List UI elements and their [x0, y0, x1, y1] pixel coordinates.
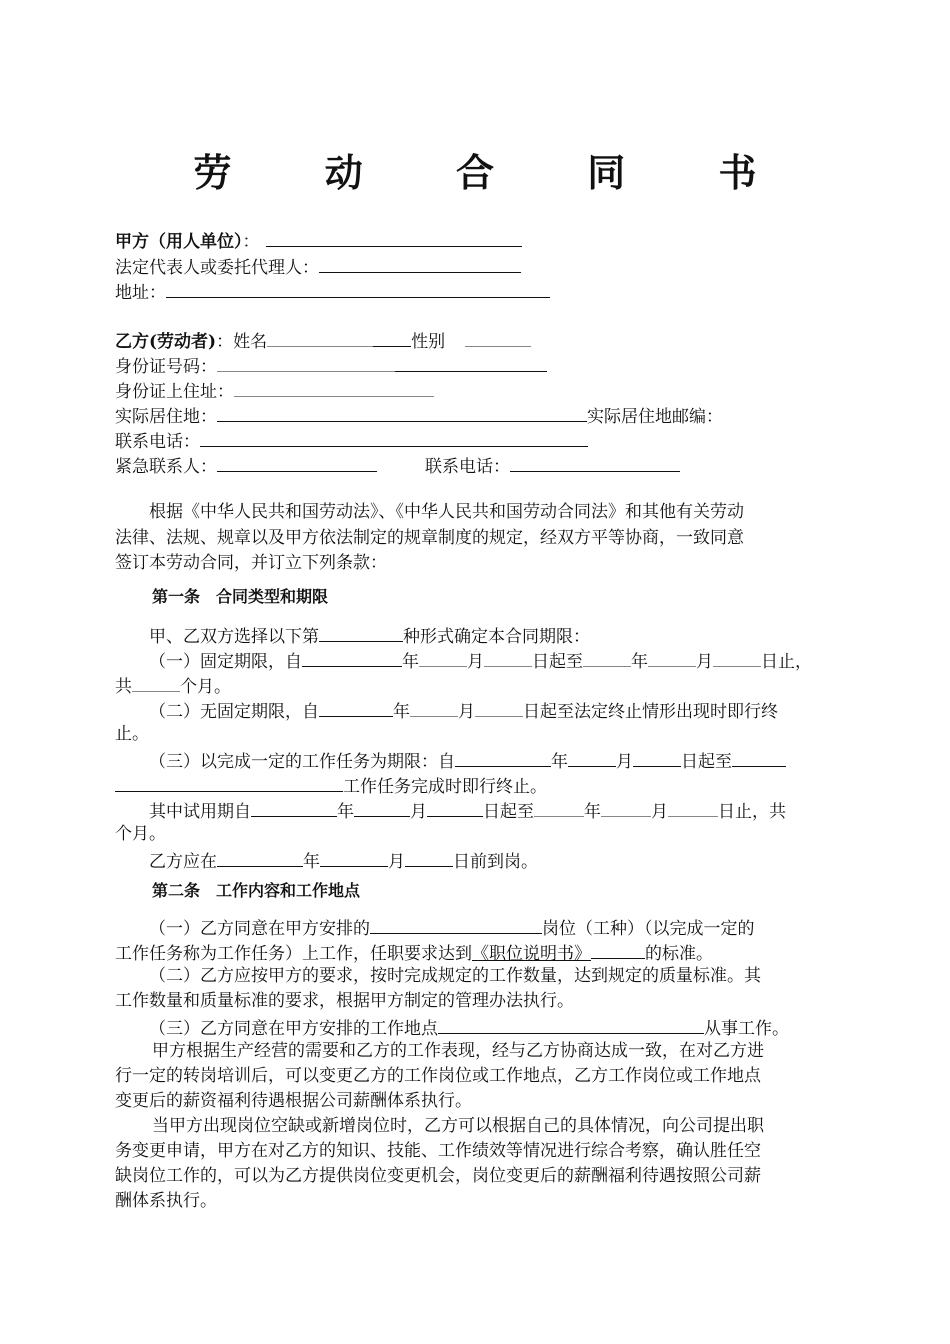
- p1-text-c: 工作任务称为工作任务）上工作，任职要求达到: [115, 944, 472, 964]
- party-b-id-line: [115, 354, 547, 377]
- year-label: 年: [551, 752, 568, 772]
- party-b-emergency-line: [115, 454, 680, 477]
- article-2-p5-line-4: 酬体系执行。: [115, 1191, 217, 1211]
- p1-text-b: 岗位（工种）（以完成一定的: [542, 919, 755, 939]
- party-b-residence-label: 实际居住地：: [115, 407, 217, 427]
- job-description-field[interactable]: [591, 941, 645, 959]
- day-from-label: 日起至: [532, 652, 583, 672]
- month-label: 月: [410, 802, 427, 822]
- task-description-field[interactable]: [732, 749, 786, 767]
- fixed-start-month-field[interactable]: [419, 649, 467, 667]
- open-term-text: 日起至法定终止情形出现时即行终: [523, 702, 778, 722]
- p3-text-b: 从事工作。: [704, 1019, 789, 1039]
- task-start-year-field[interactable]: [455, 749, 551, 767]
- report-label: 乙方应在: [149, 852, 217, 872]
- task-term-end-text: 工作任务完成时即行终止。: [343, 777, 547, 797]
- preamble-line-3: 签订本劳动合同，并订立下列条款：: [115, 553, 387, 573]
- article-2-p4-line-1: 甲方根据生产经营的需要和乙方的工作表现，经与乙方协商达成一致，在对乙方进: [152, 1041, 764, 1061]
- choose-text-b: 种形式确定本合同期限：: [403, 627, 590, 647]
- job-description-link: 《职位说明书》: [472, 944, 591, 964]
- party-b-postcode-label: 实际居住地邮编：: [587, 407, 723, 427]
- party-b-emergency-phone-label: 联系电话：: [425, 457, 510, 477]
- task-description-field-ext[interactable]: [115, 774, 343, 792]
- article-2-p5-line-3: 缺岗位工作的，可以为乙方提供岗位变更机会，岗位变更后的薪酬福利待遇按照公司薪: [115, 1166, 761, 1186]
- party-b-name-label: ：姓名: [216, 332, 268, 352]
- party-b-id-address-line: [115, 379, 434, 402]
- fixed-end-month-field[interactable]: [648, 649, 696, 667]
- party-a-label: 甲方（用人单位）: [115, 232, 243, 252]
- party-b-phone-line: [115, 429, 588, 452]
- year-label: 年: [631, 652, 648, 672]
- preamble-line-1: 根据《中华人民共和国劳动法》、《中华人民共和国劳动合同法》和其他有关劳动: [149, 502, 744, 522]
- day-to-label: 日止，: [761, 652, 812, 672]
- preamble-line-2: 法律、法规、规章以及甲方依法制定的规章制度的规定，经双方平等协商，一致同意: [115, 528, 744, 548]
- task-start-day-field[interactable]: [633, 749, 681, 767]
- month-label: 月: [388, 852, 405, 872]
- article-2-p4-line-3: 变更后的薪资福利待遇根据公司薪酬体系执行。: [115, 1091, 472, 1111]
- fixed-total-months-field[interactable]: [132, 674, 180, 692]
- article-2-p2-line-2: 工作数量和质量标准的要求，根据甲方制定的管理办法执行。: [115, 991, 574, 1011]
- trial-start-month-field[interactable]: [354, 799, 410, 817]
- report-day-field[interactable]: [405, 849, 453, 867]
- party-a-name-field[interactable]: [266, 229, 522, 247]
- article-1-choose-line: [149, 624, 590, 647]
- article-2-p2-line-1: （二）乙方应按甲方的要求，按时完成规定的工作数量，达到规定的质量标准。其: [149, 966, 761, 986]
- party-a-colon: ：: [242, 232, 260, 252]
- position-field[interactable]: [370, 916, 542, 934]
- party-b-id-address-field[interactable]: [234, 379, 434, 397]
- fixed-end-year-field[interactable]: [583, 649, 631, 667]
- open-start-day-field[interactable]: [475, 699, 523, 717]
- trial-end-day-field[interactable]: [668, 799, 718, 817]
- trial-end-label: 日止，共: [718, 802, 786, 822]
- article-2-p1-line-2: [115, 941, 713, 964]
- task-term-label: （三）以完成一定的工作任务为期限：自: [149, 752, 455, 772]
- party-b-residence-line: [115, 404, 723, 427]
- party-b-id-field[interactable]: [217, 354, 395, 372]
- fixed-start-year-field[interactable]: [302, 649, 402, 667]
- report-month-field[interactable]: [320, 849, 388, 867]
- party-b-id-field-ext[interactable]: [395, 354, 547, 372]
- article-1-heading: 第一条 合同类型和期限: [152, 587, 329, 606]
- p1-text-a: （一）乙方同意在甲方安排的: [149, 919, 370, 939]
- party-a-address-line: [115, 280, 550, 303]
- day-from-label: 日起至: [483, 802, 534, 822]
- trial-period-line: [149, 799, 786, 822]
- fixed-total-line: [115, 674, 231, 697]
- party-b-id-address-label: 身份证上住址：: [115, 382, 234, 402]
- trial-total-line: 个月。: [115, 824, 166, 844]
- party-b-emergency-field[interactable]: [217, 454, 377, 472]
- year-label: 年: [393, 702, 410, 722]
- party-a-rep-line: [115, 255, 521, 278]
- month-label: 月: [616, 752, 633, 772]
- party-a-address-label: 地址：: [115, 283, 166, 303]
- article-2-p4-line-2: 行一定的转岗培训后，可以变更乙方的工作岗位或工作地点，乙方工作岗位或工作地点: [115, 1066, 761, 1086]
- open-start-year-field[interactable]: [319, 699, 393, 717]
- trial-end-month-field[interactable]: [601, 799, 651, 817]
- party-b-gender-label: 性别: [411, 332, 446, 352]
- article-2-p3-line: [149, 1016, 789, 1039]
- trial-start-day-field[interactable]: [427, 799, 483, 817]
- fixed-start-day-field[interactable]: [484, 649, 532, 667]
- party-b-residence-field[interactable]: [217, 404, 587, 422]
- party-b-line: [115, 329, 531, 352]
- month-label: 月: [467, 652, 484, 672]
- fixed-term-line: [149, 649, 812, 672]
- task-term-line: [149, 749, 786, 772]
- party-b-id-label: 身份证号码：: [115, 357, 217, 377]
- party-b-label: 乙方(劳动者): [115, 332, 217, 352]
- open-start-month-field[interactable]: [410, 699, 458, 717]
- party-b-emergency-label: 紧急联系人：: [115, 457, 217, 477]
- year-label: 年: [303, 852, 320, 872]
- page-title: 劳 动 合 同 书: [193, 151, 797, 195]
- task-term-end-line: [115, 774, 547, 797]
- contract-type-field[interactable]: [319, 624, 403, 642]
- party-a-rep-field[interactable]: [319, 255, 521, 273]
- year-label: 年: [402, 652, 419, 672]
- party-b-phone-label: 联系电话：: [115, 432, 200, 452]
- open-term-label: （二）无固定期限，自: [149, 702, 319, 722]
- total-label-a: 共: [115, 677, 132, 697]
- trial-label: 其中试用期自: [149, 802, 251, 822]
- trial-start-year-field[interactable]: [251, 799, 337, 817]
- p3-text-a: （三）乙方同意在甲方安排的工作地点: [149, 1019, 438, 1039]
- day-from-label: 日起至: [681, 752, 732, 772]
- article-2-p5-line-2: 务变更申请，甲方在对乙方的知识、技能、工作绩效等情况进行综合考察，确认胜任空: [115, 1141, 761, 1161]
- open-term-end-line: 止。: [115, 724, 149, 744]
- article-2-p1-line-1: [149, 916, 755, 939]
- fixed-end-day-field[interactable]: [713, 649, 761, 667]
- party-b-gender-field[interactable]: [465, 329, 531, 347]
- trial-end-year-field[interactable]: [534, 799, 584, 817]
- open-term-line: [149, 699, 778, 722]
- party-b-emergency-phone-field[interactable]: [510, 454, 680, 472]
- party-a-line: [115, 229, 522, 252]
- fixed-term-label: （一）固定期限，自: [149, 652, 302, 672]
- report-end-label: 日前到岗。: [453, 852, 538, 872]
- total-label-b: 个月。: [180, 677, 231, 697]
- month-label: 月: [651, 802, 668, 822]
- article-2-heading: 第二条 工作内容和工作地点: [152, 881, 361, 900]
- work-location-field[interactable]: [438, 1016, 704, 1034]
- report-date-line: [149, 849, 538, 872]
- task-start-month-field[interactable]: [568, 749, 616, 767]
- party-a-rep-label: 法定代表人或委托代理人：: [115, 258, 319, 278]
- month-label: 月: [696, 652, 713, 672]
- p1-text-e: 的标准。: [645, 944, 713, 964]
- choose-text-a: 甲、乙双方选择以下第: [149, 627, 319, 647]
- month-label: 月: [458, 702, 475, 722]
- party-a-address-field[interactable]: [166, 280, 550, 298]
- article-2-p5-line-1: 当甲方出现岗位空缺或新增岗位时，乙方可以根据自己的具体情况，向公司提出职: [152, 1116, 764, 1136]
- party-b-phone-field[interactable]: [200, 429, 588, 447]
- year-label: 年: [337, 802, 354, 822]
- year-label: 年: [584, 802, 601, 822]
- party-b-name-field-ext[interactable]: [373, 329, 411, 347]
- report-year-field[interactable]: [217, 849, 303, 867]
- party-b-name-field[interactable]: [267, 329, 373, 347]
